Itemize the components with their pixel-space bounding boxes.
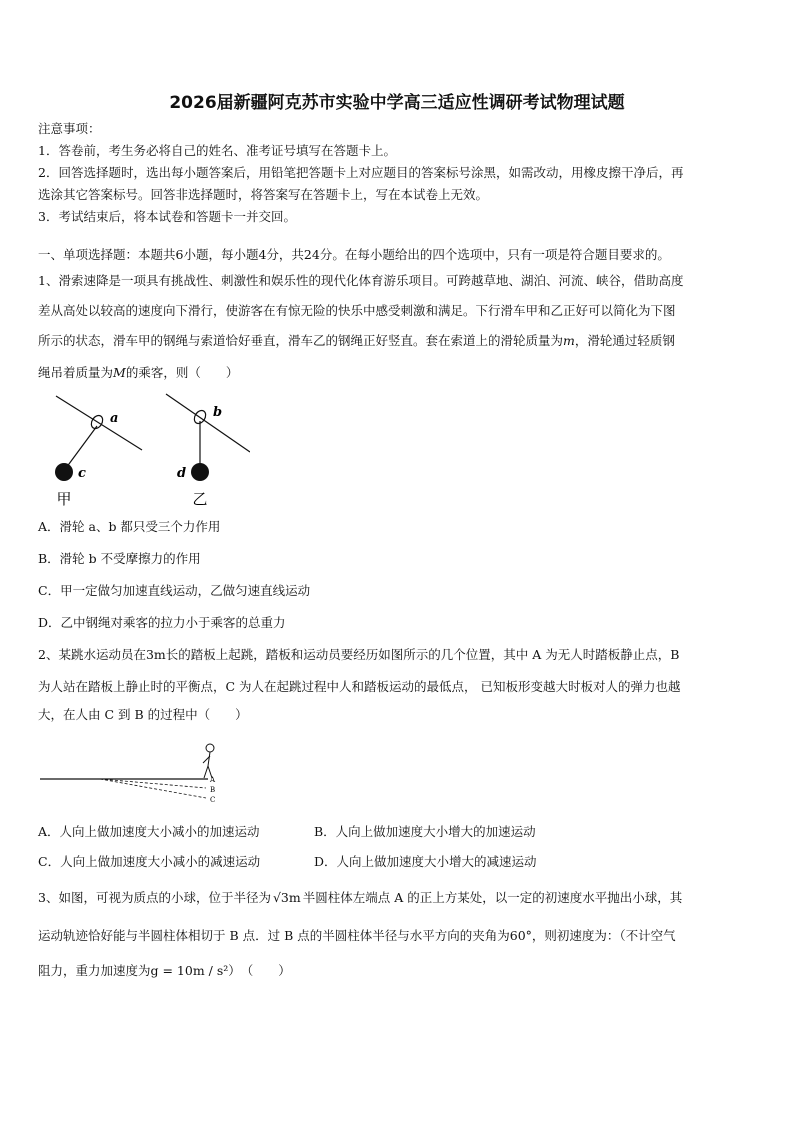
q1-line-3-tail: ，滑轮通过轻质钢 bbox=[574, 333, 675, 348]
q2-line-3: 大，在人由 C 到 B 的过程中（ ） bbox=[38, 707, 248, 722]
label-C: C bbox=[210, 796, 216, 804]
passenger-d bbox=[191, 463, 209, 481]
board-C bbox=[100, 779, 206, 798]
q1-option-a: A．滑轮 a、b 都只受三个力作用 bbox=[38, 519, 221, 534]
q1-figure bbox=[40, 388, 250, 514]
passenger-c bbox=[55, 463, 73, 481]
q1-line-1: 1、滑索速降是一项具有挑战性、刺激性和娱乐性的现代化体育游乐项目。可跨越草地、湖泊、河流、峡谷，借助高度 bbox=[38, 273, 684, 288]
label-a: a bbox=[110, 411, 119, 426]
q1-option-b: B．滑轮 b 不受摩擦力的作用 bbox=[38, 551, 201, 566]
label-d: d bbox=[177, 466, 187, 481]
q1-option-c: C．甲一定做匀加速直线运动，乙做匀速直线运动 bbox=[38, 583, 311, 598]
notice-item-3: 3．考试结束后，将本试卷和答题卡一并交回。 bbox=[38, 209, 296, 224]
q3-line-3: 阻力，重力加速度为g = 10m / s²） （ ） bbox=[38, 963, 291, 978]
notice-item-1: 1．答卷前，考生务必将自己的姓名、准考证号填写在答题卡上。 bbox=[38, 143, 396, 158]
section-heading: 一、单项选择题：本题共6小题，每小题4分，共24分。在每小题给出的四个选项中，只有一项是符合题目要求的。 bbox=[38, 247, 670, 262]
notice-item-2-cont: 选涂其它答案标号。回答非选择题时，将答案写在答题卡上，写在本试卷上无效。 bbox=[38, 187, 489, 202]
q2-option-d: D．人向上做加速度大小增大的减速运动 bbox=[314, 854, 537, 869]
q2-option-b: B．人向上做加速度大小增大的加速运动 bbox=[314, 824, 536, 839]
diver-body bbox=[208, 752, 210, 766]
cable-jia bbox=[56, 396, 142, 450]
q1-line-4-head: 绳吊着质量为 bbox=[38, 365, 114, 380]
page-title: 2026届新疆阿克苏市实验中学高三适应性调研考试物理试题 bbox=[169, 93, 625, 113]
q1-var-M: M bbox=[113, 365, 126, 380]
q2-option-a: A．人向上做加速度大小减小的加速运动 bbox=[38, 824, 260, 839]
q1-line-3-text: 所示的状态，滑车甲的钢绳与索道恰好垂直，滑车乙的钢绳正好竖直。套在索道上的滑轮质量为 bbox=[38, 333, 564, 348]
q3-line-1-head: 3、如图，可视为质点的小球，位于半径为 bbox=[38, 890, 271, 905]
label-jia: 甲 bbox=[56, 490, 72, 508]
q1-line-3 bbox=[38, 330, 760, 352]
q1-line-2: 差从高处以较高的速度向下滑行，使游客在有惊无险的快乐中感受刺激和满足。下行滑车甲和乙正好可以简化为下图 bbox=[38, 303, 676, 318]
board-B bbox=[100, 779, 206, 788]
q3-line-1-tail: 半圆柱体左端点 A 的正上方某处，以一定的初速度水平抛出小球，其 bbox=[302, 890, 683, 905]
q2-options-row-2 bbox=[38, 852, 760, 870]
q2-line-2: 为人站在踏板上静止时的平衡点，C 为人在起跳过程中人和踏板运动的最低点， 已知板形变越大时板对人的弹力也越 bbox=[38, 679, 681, 694]
q1-var-m: m bbox=[563, 333, 575, 348]
diver-head bbox=[206, 744, 214, 752]
q3-line-1 bbox=[38, 887, 760, 909]
label-yi: 乙 bbox=[192, 490, 208, 508]
cable-yi bbox=[166, 394, 250, 452]
q2-figure bbox=[40, 738, 230, 808]
rope-jia bbox=[66, 426, 97, 468]
label-b: b bbox=[213, 405, 223, 420]
q2-options-row-1 bbox=[38, 822, 760, 840]
q2-line-1: 2、某跳水运动员在3m长的踏板上起跳，踏板和运动员要经历如图所示的几个位置，其中 A 为无人时踏板静止点，B bbox=[38, 647, 680, 662]
q2-option-c: C．人向上做加速度大小减小的减速运动 bbox=[38, 854, 261, 869]
q1-line-4-tail: 的乘客，则（ ） bbox=[125, 365, 239, 380]
diver-leg bbox=[204, 766, 208, 778]
q3-sqrt: √3m bbox=[272, 890, 301, 905]
notice-item-2: 2．回答选择题时，选出每小题答案后，用铅笔把答题卡上对应题目的答案标号涂黑，如需改动，用橡皮擦干净后，再 bbox=[38, 165, 684, 180]
q1-line-4 bbox=[38, 362, 760, 384]
q3-line-2: 运动轨迹恰好能与半圆柱体相切于 B 点．过 B 点的半圆柱体半径与水平方向的夹角为60°，则初速度为：（不计空气 bbox=[38, 928, 676, 943]
label-c: c bbox=[78, 466, 86, 481]
label-A: A bbox=[210, 776, 216, 784]
notice-heading: 注意事项： bbox=[38, 121, 101, 136]
label-B: B bbox=[210, 786, 216, 794]
q1-option-d: D．乙中钢绳对乘客的拉力小于乘客的总重力 bbox=[38, 615, 286, 630]
